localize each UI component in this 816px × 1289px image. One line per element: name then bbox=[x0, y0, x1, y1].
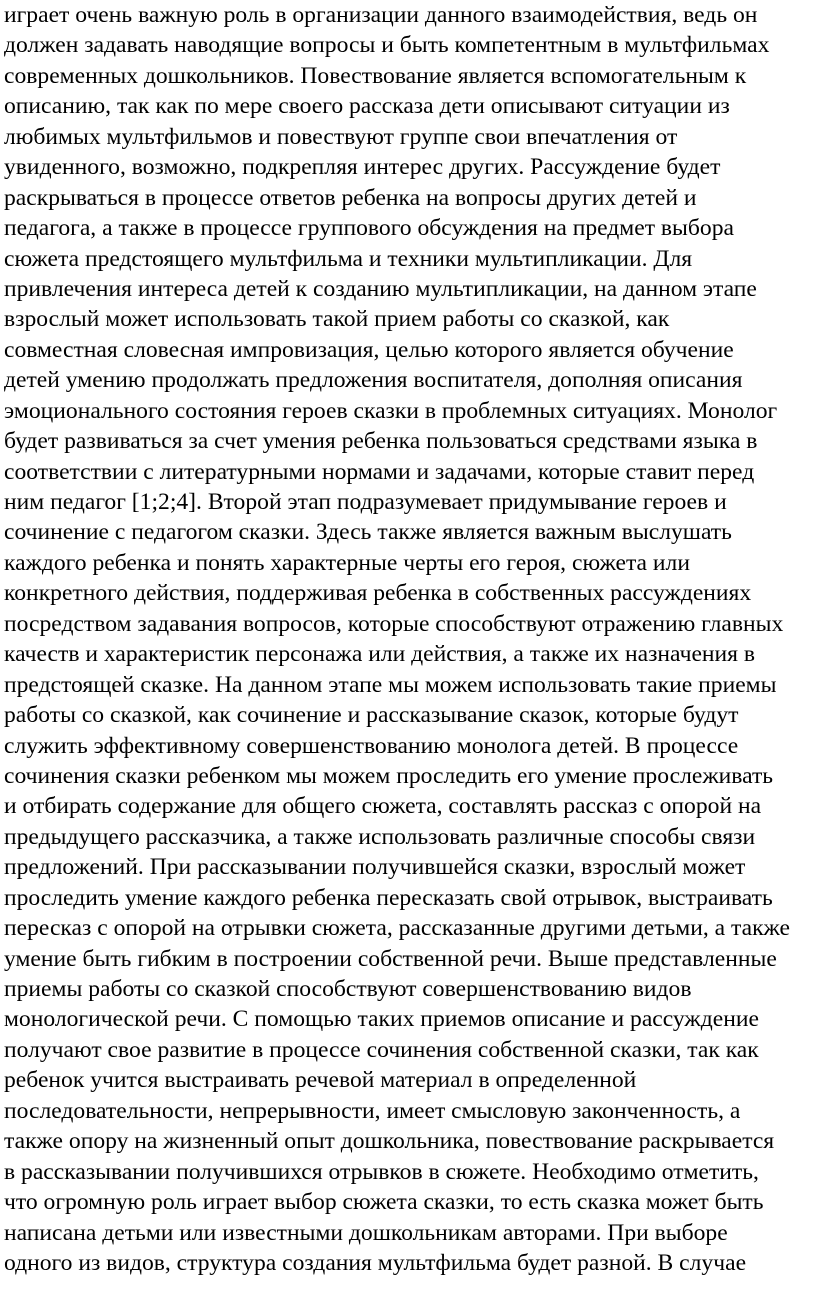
text-line-32: умение быть гибким в построении собственной речи. Выше представленные bbox=[4, 945, 777, 972]
text-line-31: пересказ с опорой на отрывки сюжета, рассказанные другими детьми, а также bbox=[4, 915, 791, 942]
text-line-26: сочинения сказки ребенком мы можем проследить его умение прослеживать bbox=[4, 762, 774, 789]
text-line-35: получают свое развитие в процессе сочинения собственной сказки, так как bbox=[4, 1036, 759, 1063]
text-line-17: ним педагог [1;2;4]. Второй этап подразумевает придумывание героев и bbox=[4, 489, 727, 515]
text-line-24: работы со сказкой, как сочинение и рассказывание сказок, которые будут bbox=[4, 702, 739, 729]
text-line-21: посредством задавания вопросов, которые способствуют отражению главных bbox=[4, 610, 784, 637]
text-line-27: и отбирать содержание для общего сюжета, составлять рассказ с опорой на bbox=[4, 793, 762, 820]
text-line-41: написана детьми или известными дошкольникам авторами. При выборе bbox=[4, 1219, 728, 1246]
text-line-7: раскрываться в процессе ответов ребенка на вопросы других детей и bbox=[4, 184, 697, 211]
text-line-12: совместная словесная импровизация, целью которого является обучение bbox=[4, 336, 734, 363]
text-line-19: каждого ребенка и понять характерные черты его героя, сюжета или bbox=[4, 549, 690, 576]
text-line-2: должен задавать наводящие вопросы и быть компетентным в мультфильмах bbox=[4, 32, 770, 59]
text-line-38: также опору на жизненный опыт дошкольника, повествование раскрывается bbox=[4, 1128, 775, 1155]
text-line-9: сюжета предстоящего мультфильма и техники мультипликации. Для bbox=[4, 245, 693, 272]
text-line-36: ребенок учится выстраивать речевой материал в определенной bbox=[4, 1067, 637, 1094]
text-line-6: увиденного, возможно, подкрепляя интерес других. Рассуждение будет bbox=[4, 154, 721, 181]
text-line-37: последовательности, непрерывности, имеет смысловую законченность, а bbox=[4, 1097, 741, 1124]
text-line-16: соответствии с литературными нормами и задачами, которые ставит перед bbox=[4, 458, 755, 485]
text-line-25: служить эффективному совершенствованию монолога детей. В процессе bbox=[4, 732, 739, 759]
text-line-5: любимых мультфильмов и повествуют группе свои впечатления от bbox=[4, 123, 678, 150]
text-line-15: будет развиваться за счет умения ребенка пользоваться средствами языка в bbox=[4, 428, 758, 455]
text-line-11: взрослый может использовать такой прием работы со сказкой, как bbox=[4, 306, 670, 333]
text-line-18: сочинение с педагогом сказки. Здесь также является важным выслушать bbox=[4, 519, 732, 546]
text-line-4: описанию, так как по мере своего рассказа дети описывают ситуации из bbox=[4, 93, 730, 120]
text-line-8: педагога, а также в процессе группового обсуждения на предмет выбора bbox=[4, 215, 734, 242]
text-line-14: эмоционального состояния героев сказки в проблемных ситуациях. Монолог bbox=[4, 397, 778, 424]
text-line-42: одного из видов, структура создания мультфильма будет разной. В случае bbox=[4, 1249, 747, 1276]
text-line-23: предстоящей сказке. На данном этапе мы можем использовать такие приемы bbox=[4, 671, 777, 698]
text-line-28: предыдущего рассказчика, а также использовать различные способы связи bbox=[4, 823, 756, 850]
body-paragraph bbox=[4, 0, 816, 1278]
text-line-10: привлечения интереса детей к созданию мультипликации, на данном этапе bbox=[4, 275, 757, 302]
text-line-13: детей умению продолжать предложения воспитателя, дополняя описания bbox=[4, 367, 743, 394]
text-line-39: в рассказывании получившихся отрывков в сюжете. Необходимо отметить, bbox=[4, 1158, 759, 1185]
text-line-1: играет очень важную роль в организации данного взаимодействия, ведь он bbox=[4, 2, 758, 28]
text-line-20: конкретного действия, поддерживая ребенка в собственных рассуждениях bbox=[4, 580, 752, 607]
text-line-3: современных дошкольников. Повествование является вспомогательным к bbox=[4, 62, 747, 89]
text-line-22: качеств и характеристик персонажа или действия, а также их назначения в bbox=[4, 641, 756, 668]
text-line-29: предложений. При рассказывании получившейся сказки, взрослый может bbox=[4, 854, 746, 881]
text-line-30: проследить умение каждого ребенка пересказать свой отрывок, выстраивать bbox=[4, 884, 773, 911]
text-line-34: монологической речи. С помощью таких приемов описание и рассуждение bbox=[4, 1006, 759, 1033]
text-line-40: что огромную роль играет выбор сюжета сказки, то есть сказка может быть bbox=[4, 1189, 764, 1216]
text-line-33: приемы работы со сказкой способствуют совершенствованию видов bbox=[4, 976, 692, 1002]
